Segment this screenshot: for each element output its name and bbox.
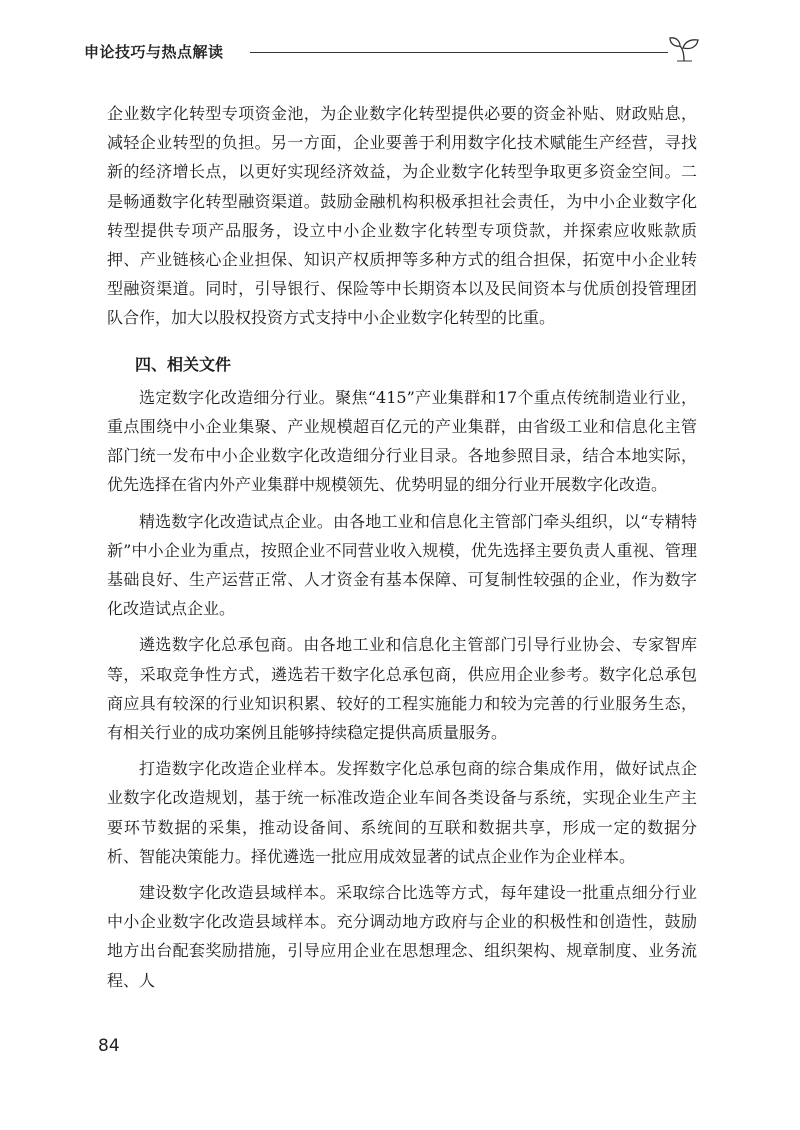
- page-number: 84: [98, 1036, 120, 1056]
- paragraph-general-contractors: 遴选数字化总承包商。由各地工业和信息化主管部门引导行业协会、专家智库等，采取竞争性方式，遴选若干数字化总承包商，供应用企业参考。数字化总承包商应具有较深的行业知识积累、较好的工程实施能力和较为完善的行业服务生态，有相关行业的成功案例且能够持续稳定提供高质量服务。: [107, 635, 697, 743]
- sprout-icon: [668, 36, 702, 62]
- paragraph-enterprise-samples: 打造数字化改造企业样本。发挥数字化总承包商的综合集成作用，做好试点企业数字化改造规划，基于统一标准改造企业车间各类设备与系统，实现企业生产主要环节数据的采集，推动设备间、系统间的互联和数据共享，形成一定的数据分析、智能决策能力。择优遴选一批应用成效显著的试点企业作为企业样本。: [107, 759, 697, 866]
- paragraph-select-industries: 选定数字化改造细分行业。聚焦“415”产业集群和17个重点传统制造业行业，重点围绕中小企业集聚、产业规模超百亿元的产业集群，由省级工业和信息化主管部门统一发布中小企业数字化改造细分行业目录。各地参照目录，结合本地实际，优先选择在省内外产业集群中规模领先、优势明显的细分行业开展数字化改造。: [107, 387, 697, 495]
- paragraph-county-samples: 建设数字化改造县域样本。采取综合比选等方式，每年建设一批重点细分行业中小企业数字化改造县域样本。充分调动地方政府与企业的积极性和创造性，鼓励地方出台配套奖励措施，引导应用企业在思想理念、组织架构、规章制度、业务流程、人: [107, 883, 697, 990]
- section-heading: 四、相关文件: [135, 354, 232, 374]
- header-divider: [250, 52, 668, 53]
- body-text: [107, 99, 697, 995]
- book-title: 申论技巧与热点解读: [84, 43, 224, 61]
- paragraph-pilot-enterprises: 精选数字化改造试点企业。由各地工业和信息化主管部门牵头组织，以“专精特新”中小企业为重点，按照企业不同营业收入规模，优先选择主要负责人重视、管理基础良好、生产运营正常、人才资金有基本保障、可复制性较强的企业，作为数字化改造试点企业。: [107, 511, 697, 619]
- continuation-paragraph: 企业数字化转型专项资金池，为企业数字化转型提供必要的资金补贴、财政贴息，减轻企业转型的负担。另一方面，企业要善于利用数字化技术赋能生产经营，寻找新的经济增长点，以更好实现经济效益，为企业数字化转型争取更多资金空间。二是畅通数字化转型融资渠道。鼓励金融机构积极承担社会责任，为中小企业数字化转型提供专项产品服务，设立中小企业数字化转型专项贷款，并探索应收账款质押、产业链核心企业担保、知识产权质押等多种方式的组合担保，拓宽中小企业转型融资渠道。同时，引导银行、保险等中长期资本以及民间资本与优质创投管理团队合作，加大以股权投资方式支持中小企业数字化转型的比重。: [107, 104, 697, 328]
- running-header: [84, 36, 704, 66]
